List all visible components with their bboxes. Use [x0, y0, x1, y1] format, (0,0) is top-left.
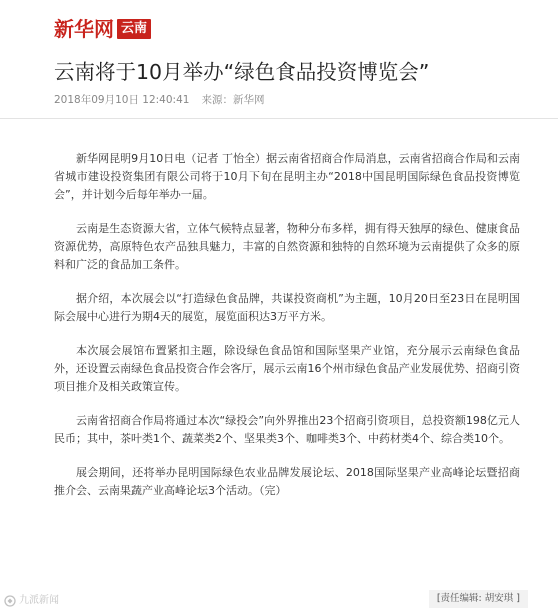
paragraph-4: 本次展会展馆布置紧扣主题，除设绿色食品馆和国际坚果产业馆，充分展示云南绿色食品外，还设置云南绿色食品投资合作会客厅，展示云南16个州市绿色食品产业发展优势、招商引资项目推介及相关政策宣传。	[54, 344, 520, 393]
article-body	[54, 150, 520, 516]
region-badge[interactable]: 云南	[117, 19, 151, 39]
paragraph-3: 据介绍，本次展会以“打造绿色食品牌，共谋投资商机”为主题，10月20日至23日在昆明国际会展中心进行为期4天的展览，展览面积达3万平方米。	[54, 292, 520, 323]
header-divider	[0, 118, 558, 119]
source-link[interactable]: 新华网	[232, 94, 265, 106]
watermark	[4, 594, 59, 608]
article-title: 云南将于10月举办“绿色食品投资博览会”	[54, 60, 430, 84]
paragraph-5: 云南省招商合作局将通过本次“绿投会”向外界推出23个招商引资项目，总投资额198亿元人民币；其中，茶叶类1个、蔬菜类2个、坚果类3个、咖啡类3个、中药材类4个、综合类10个。	[54, 414, 520, 445]
paragraph-1: 新华网昆明9月10日电（记者 丁怡全）据云南省招商合作局消息，云南省招商合作局和云南省城市建设投资集团有限公司将于10月下旬在昆明主办“2018中国昆明国际绿色食品投资博览会”，并计划今后每年举办一届。	[54, 152, 520, 201]
watermark-text: 九派新闻	[19, 595, 59, 606]
site-logo[interactable]: 新华网	[54, 17, 114, 41]
article-meta	[54, 93, 264, 107]
publish-datetime: 2018年09月10日 12:40:41	[54, 94, 190, 106]
paragraph-6: 展会期间，还将举办昆明国际绿色农业品牌发展论坛、2018国际坚果产业高峰论坛暨招商推介会、云南果蔬产业高峰论坛3个活动。（完）	[54, 466, 520, 497]
site-header	[54, 14, 151, 44]
watermark-logo-icon	[4, 595, 16, 607]
source-label: 来源：	[201, 94, 233, 106]
paragraph-2: 云南是生态资源大省，立体气候特点显著，物种分布多样，拥有得天独厚的绿色、健康食品资源优势，高原特色农产品独具魅力，丰富的自然资源和独特的自然环境为云南提供了众多的原料和广泛的食品加工条件。	[54, 222, 520, 271]
editor-credit: [责任编辑: 胡安琪 ]	[429, 590, 528, 608]
